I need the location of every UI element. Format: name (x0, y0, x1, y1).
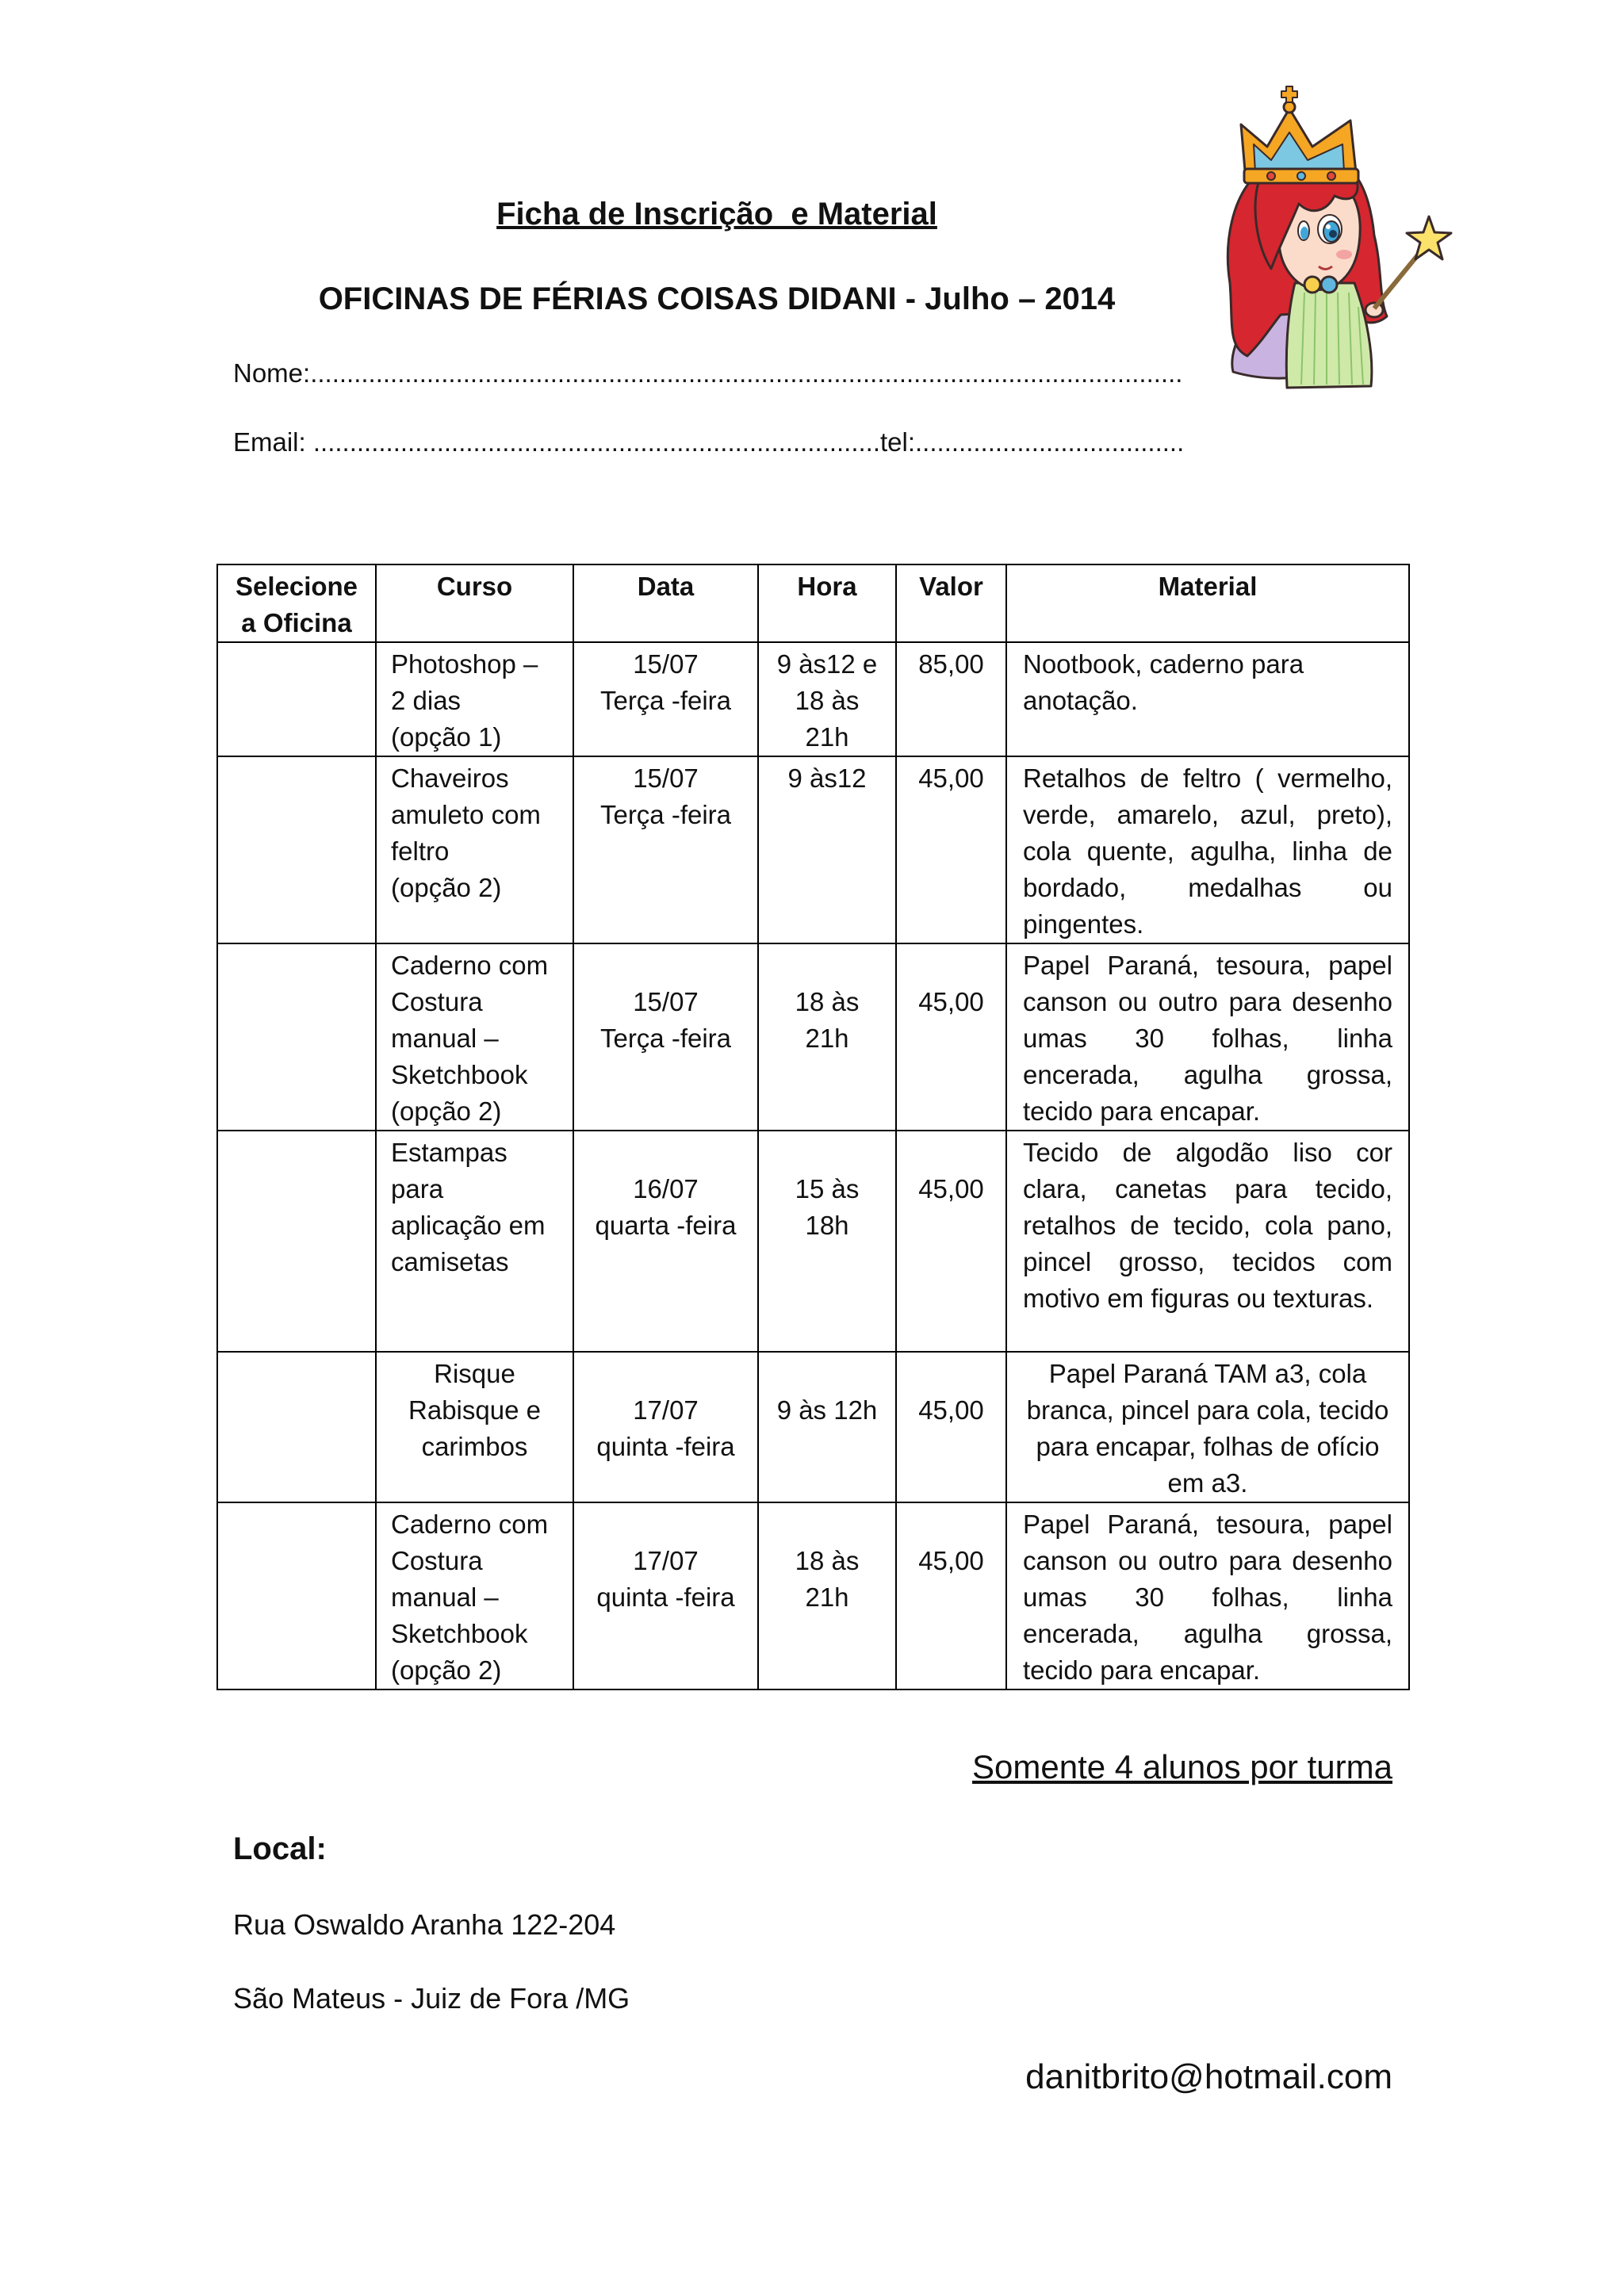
curso-cell: Estampas para aplicação em camisetas (376, 1131, 573, 1352)
hora-cell: 9 às12 e 18 às 21h (758, 642, 896, 756)
header-curso: Curso (376, 564, 573, 642)
data-cell: 16/07 quarta -feira (573, 1131, 758, 1352)
table-row (217, 1502, 1409, 1689)
princess-icon (1224, 85, 1454, 396)
hora-cell: 9 às 12h (758, 1352, 896, 1502)
table-row (217, 943, 1409, 1131)
table-header-row (217, 564, 1409, 642)
email-phone-field-line: Email: ..............................................................................tel:..................................... (233, 427, 1185, 457)
name-field-line: Nome:........................................................................................................................ (233, 358, 1183, 388)
header-selecione: Selecione a Oficina (217, 564, 376, 642)
contact-email: danitbrito@hotmail.com (1025, 2057, 1392, 2096)
header-data: Data (573, 564, 758, 642)
valor-cell: 45,00 (896, 756, 1006, 943)
document-subtitle: OFICINAS DE FÉRIAS COISAS DIDANI - Julho – 2014 (318, 281, 1116, 316)
workshops-table (216, 564, 1410, 1690)
data-cell: 15/07 Terça -feira (573, 642, 758, 756)
data-cell: 15/07 Terça -feira (573, 756, 758, 943)
valor-cell: 45,00 (896, 943, 1006, 1131)
document-title: Ficha de Inscrição e Material (496, 197, 937, 232)
class-size-notice: Somente 4 alunos por turma (972, 1748, 1392, 1785)
curso-cell: Risque Rabisque e carimbos (376, 1352, 573, 1502)
hora-cell: 18 às 21h (758, 1502, 896, 1689)
valor-cell: 45,00 (896, 1352, 1006, 1502)
curso-cell: Photoshop – 2 dias (opção 1) (376, 642, 573, 756)
material-cell: Nootbook, caderno para anotação. (1006, 642, 1409, 756)
select-cell (217, 943, 376, 1131)
hora-cell: 18 às 21h (758, 943, 896, 1131)
data-cell: 15/07 Terça -feira (573, 943, 758, 1131)
valor-cell: 85,00 (896, 642, 1006, 756)
location-heading: Local: (233, 1831, 327, 1866)
valor-cell: 45,00 (896, 1131, 1006, 1352)
header-material: Material (1006, 564, 1409, 642)
table-row (217, 1352, 1409, 1502)
princess-illustration (1224, 85, 1454, 396)
header-hora: Hora (758, 564, 896, 642)
select-cell (217, 1502, 376, 1689)
select-cell (217, 642, 376, 756)
select-cell (217, 1131, 376, 1352)
table-row (217, 642, 1409, 756)
material-cell: Papel Paraná, tesoura, papel canson ou outro para desenho umas 30 folhas, linha encerada, agulha grossa, tecido para encapar. (1006, 1502, 1409, 1689)
curso-cell: Caderno com Costura manual – Sketchbook (opção 2) (376, 1502, 573, 1689)
table-row (217, 756, 1409, 943)
material-cell: Tecido de algodão liso cor clara, canetas para tecido, retalhos de tecido, cola pano, pincel grosso, tecidos com motivo em figuras ou texturas. (1006, 1131, 1409, 1352)
material-cell: Retalhos de feltro ( vermelho, verde, amarelo, azul, preto), cola quente, agulha, linha de bordado, medalhas ou pingentes. (1006, 756, 1409, 943)
location-city: São Mateus - Juiz de Fora /MG (233, 1982, 630, 2015)
location-address: Rua Oswaldo Aranha 122-204 (233, 1908, 616, 1941)
curso-cell: Chaveiros amuleto com feltro (opção 2) (376, 756, 573, 943)
data-cell: 17/07 quinta -feira (573, 1352, 758, 1502)
hora-cell: 9 às12 (758, 756, 896, 943)
header-valor: Valor (896, 564, 1006, 642)
select-cell (217, 1352, 376, 1502)
hora-cell: 15 às 18h (758, 1131, 896, 1352)
material-cell: Papel Paraná TAM a3, cola branca, pincel para cola, tecido para encapar, folhas de ofício em a3. (1006, 1352, 1409, 1502)
material-cell: Papel Paraná, tesoura, papel canson ou outro para desenho umas 30 folhas, linha encerada, agulha grossa, tecido para encapar. (1006, 943, 1409, 1131)
table-row (217, 1131, 1409, 1352)
select-cell (217, 756, 376, 943)
valor-cell: 45,00 (896, 1502, 1006, 1689)
curso-cell: Caderno com Costura manual – Sketchbook (opção 2) (376, 943, 573, 1131)
data-cell: 17/07 quinta -feira (573, 1502, 758, 1689)
